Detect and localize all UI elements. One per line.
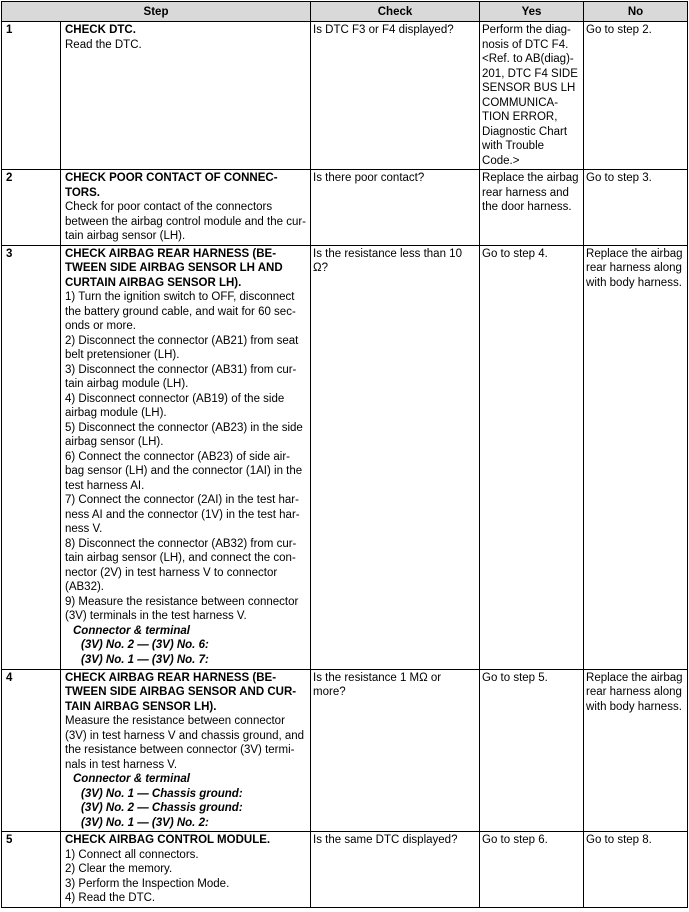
yes-action: Replace the airbag <box>482 172 579 184</box>
terminal-spec: (3V) No. 2 — (3V) No. 6: <box>81 639 209 651</box>
connector-terminal-heading: Connector & terminal <box>73 773 190 785</box>
terminal-spec: (3V) No. 2 — Chassis ground: <box>81 802 243 814</box>
no-cell <box>584 170 688 246</box>
step-instruction: Measure the resistance between connector <box>65 715 285 727</box>
step-description <box>61 22 311 170</box>
diagnostic-table <box>1 1 688 908</box>
no-action: Go to step 8. <box>586 834 652 846</box>
yes-cell <box>480 245 584 669</box>
yes-action: <Ref. to AB(diag)- <box>482 53 574 65</box>
step-title: CHECK AIRBAG REAR HARNESS (BE- <box>65 671 277 684</box>
table-row <box>2 22 688 170</box>
step-title: CHECK DTC. <box>65 24 136 36</box>
step-instruction: the battery ground cable, and wait for 60 sec- <box>65 305 296 318</box>
table-row <box>2 245 688 669</box>
yes-action: TION ERROR, <box>482 111 558 123</box>
step-instruction: 5) Disconnect the connector (AB23) in the side <box>65 421 303 434</box>
step-instruction: Read the DTC. <box>65 38 142 51</box>
table-row <box>2 669 688 832</box>
step-instruction: (3V) terminals in the test harness V. <box>65 610 247 622</box>
step-instruction: tain airbag module (LH). <box>65 378 189 390</box>
no-action: with body harness. <box>586 276 682 289</box>
check-cell <box>311 245 480 669</box>
check-question: Ω? <box>313 262 329 274</box>
step-title: TAIN AIRBAG SENSOR LH). <box>65 700 217 713</box>
no-cell <box>584 245 688 669</box>
step-instruction: onds or more. <box>65 320 136 332</box>
no-action: rear harness along <box>586 262 682 274</box>
yes-action: Perform the diag- <box>482 24 571 36</box>
yes-action: Go to step 5. <box>482 671 548 684</box>
check-question: Is there poor contact? <box>313 172 425 184</box>
step-instruction: Check for poor contact of the connectors <box>65 201 273 213</box>
step-instruction: airbag module (LH). <box>65 407 167 419</box>
step-description <box>61 669 311 832</box>
no-action: with body harness. <box>586 700 682 713</box>
step-number: 1 <box>2 22 61 170</box>
check-question: Is the resistance 1 MΩ or <box>313 671 442 684</box>
step-instruction: 4) Read the DTC. <box>65 892 156 904</box>
yes-action: 201, DTC F4 SIDE <box>482 67 578 80</box>
no-action: Go to step 2. <box>586 24 652 36</box>
step-instruction: the resistance between connector (3V) termi- <box>65 744 295 756</box>
step-instruction: ness AI and the connector (1V) in the test har- <box>65 508 300 521</box>
no-cell <box>584 669 688 832</box>
header-check: Check <box>311 2 480 22</box>
connector-terminal-heading: Connector & terminal <box>73 624 190 637</box>
yes-cell <box>480 669 584 832</box>
step-title: TORS. <box>65 186 100 199</box>
step-instruction: 3) Disconnect the connector (AB31) from cur- <box>65 363 297 376</box>
no-action: Go to step 3. <box>586 172 652 184</box>
header-step: Step <box>2 2 311 22</box>
step-instruction: nector (2V) in test harness V to connector <box>65 566 278 579</box>
yes-action: SENSOR BUS LH <box>482 82 576 94</box>
step-instruction: 2) Clear the memory. <box>65 863 173 875</box>
no-action: Replace the airbag <box>586 671 683 684</box>
yes-action: rear harness and <box>482 186 569 199</box>
header-yes: Yes <box>480 2 584 22</box>
step-number: 4 <box>2 669 61 832</box>
step-instruction: between the airbag control module and the cur- <box>65 215 307 228</box>
step-instruction: 7) Connect the connector (2AI) in the test har- <box>65 494 299 506</box>
check-cell <box>311 832 480 908</box>
check-cell <box>311 170 480 246</box>
step-instruction: 2) Disconnect the connector (AB21) from seat <box>65 334 299 347</box>
check-cell <box>311 22 480 170</box>
step-title: TWEEN SIDE AIRBAG SENSOR LH AND <box>65 262 283 274</box>
header-row <box>2 2 688 22</box>
no-cell <box>584 832 688 908</box>
step-title: CHECK POOR CONTACT OF CONNEC- <box>65 172 278 184</box>
check-question: Is DTC F3 or F4 displayed? <box>313 24 454 36</box>
header-no: No <box>584 2 688 22</box>
step-instruction: tain airbag sensor (LH), and connect the con- <box>65 552 296 564</box>
yes-action: Code.> <box>482 154 520 167</box>
step-instruction: 6) Connect the connector (AB23) of side air- <box>65 450 291 463</box>
step-instruction: nals in test harness V. <box>65 758 178 771</box>
step-description <box>61 245 311 669</box>
check-question: Is the resistance less than 10 <box>313 247 462 260</box>
check-question: more? <box>313 686 346 698</box>
step-title: TWEEN SIDE AIRBAG SENSOR AND CUR- <box>65 686 297 698</box>
step-number: 3 <box>2 245 61 669</box>
step-description <box>61 170 311 246</box>
step-number: 2 <box>2 170 61 246</box>
step-instruction: test harness AI. <box>65 479 145 492</box>
yes-cell <box>480 170 584 246</box>
yes-action: Diagnostic Chart <box>482 125 568 138</box>
yes-action: with Trouble <box>482 140 545 152</box>
check-question: Is the same DTC displayed? <box>313 834 458 846</box>
yes-cell <box>480 832 584 908</box>
step-number: 5 <box>2 832 61 908</box>
step-instruction: belt pretensioner (LH). <box>65 349 180 361</box>
terminal-spec: (3V) No. 1 — (3V) No. 7: <box>81 653 209 666</box>
step-instruction: 1) Turn the ignition switch to OFF, disconnect <box>65 291 295 303</box>
step-instruction: (3V) in test harness V and chassis ground, and <box>65 729 305 742</box>
step-instruction: 8) Disconnect the connector (AB32) from cur- <box>65 537 297 550</box>
table-row <box>2 170 688 246</box>
step-instruction: airbag sensor (LH). <box>65 436 164 448</box>
table-row <box>2 832 688 908</box>
step-instruction: 4) Disconnect connector (AB19) of the side <box>65 392 285 405</box>
yes-action: the door harness. <box>482 201 572 213</box>
step-instruction: (AB32). <box>65 581 104 593</box>
step-instruction: bag sensor (LH) and the connector (1AI) in the <box>65 465 303 477</box>
yes-cell <box>480 22 584 170</box>
terminal-spec: (3V) No. 1 — Chassis ground: <box>81 787 243 800</box>
step-instruction: ness V. <box>65 523 103 535</box>
step-title: CHECK AIRBAG REAR HARNESS (BE- <box>65 247 277 260</box>
step-instruction: tain airbag sensor (LH). <box>65 230 186 242</box>
yes-action: Go to step 6. <box>482 834 548 846</box>
yes-action: Go to step 4. <box>482 247 548 260</box>
no-action: rear harness along <box>586 686 682 698</box>
check-cell <box>311 669 480 832</box>
step-description <box>61 832 311 908</box>
step-instruction: 1) Connect all connectors. <box>65 848 199 861</box>
step-title: CURTAIN AIRBAG SENSOR LH). <box>65 276 242 289</box>
step-instruction: 9) Measure the resistance between connector <box>65 595 299 608</box>
yes-action: COMMUNICA- <box>482 96 559 109</box>
terminal-spec: (3V) No. 1 — (3V) No. 2: <box>81 816 209 829</box>
no-cell <box>584 22 688 170</box>
step-title: CHECK AIRBAG CONTROL MODULE. <box>65 834 271 846</box>
no-action: Replace the airbag <box>586 247 683 260</box>
step-instruction: 3) Perform the Inspection Mode. <box>65 877 230 890</box>
yes-action: nosis of DTC F4. <box>482 38 569 51</box>
